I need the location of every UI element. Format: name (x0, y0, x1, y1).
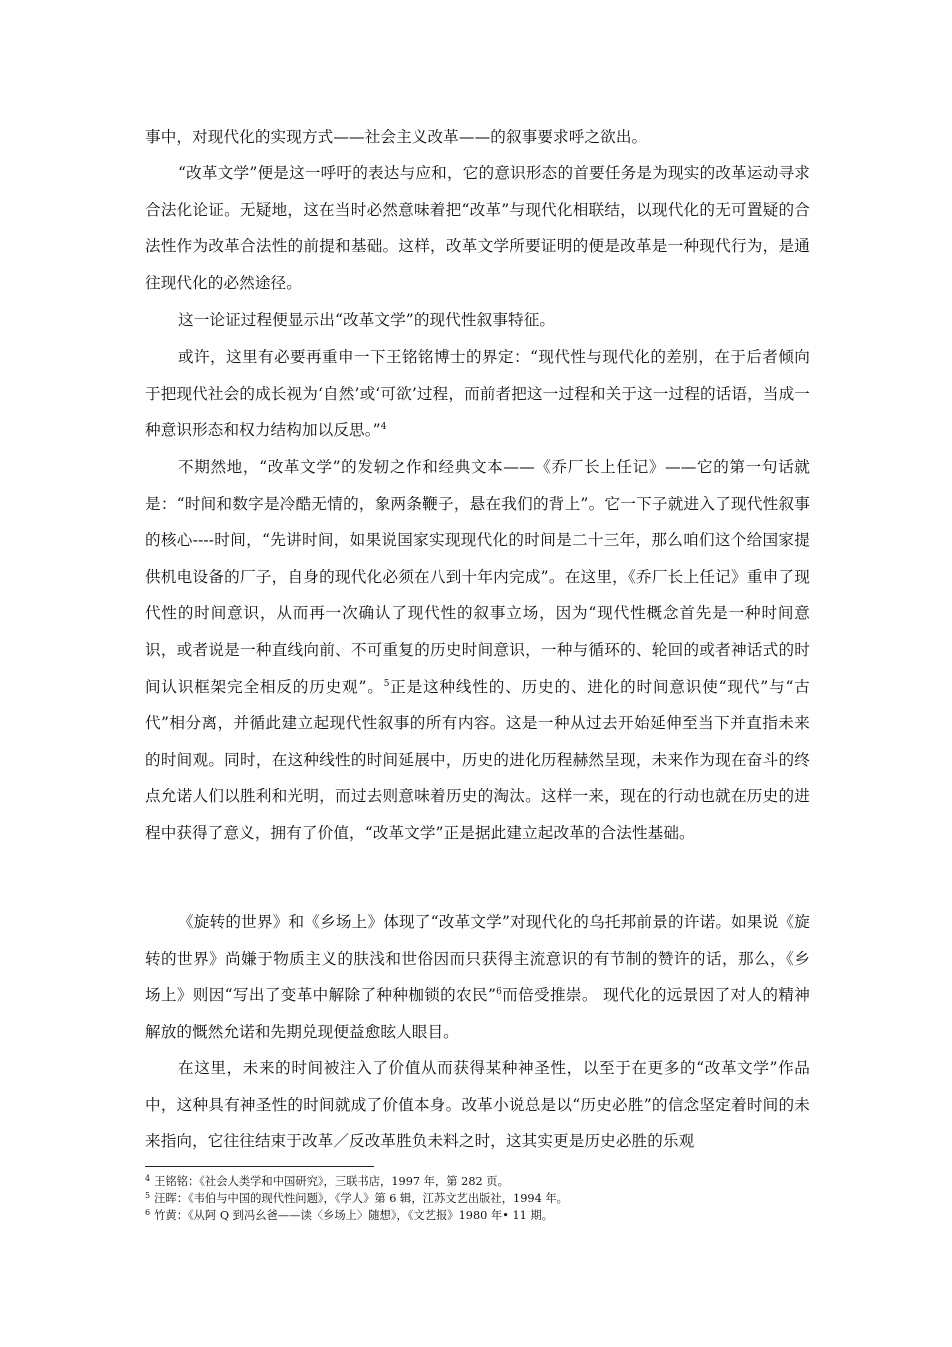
footnote-number: 5 (145, 1191, 151, 1200)
footnote-4 (145, 1173, 509, 1190)
paragraph-text-continued: 正是这种线性的、历史的、进化的时间意识使“现代”与“古代”相分离，并循此建立起现代性叙事的所有内容。这是一种从过去开始延伸至当下并直指未来的时间观。同时，在这种线性的时间延展中，历史的进化历程赫然呈现，未来作为现在奋斗的终点允诺人们以胜利和光明，而过去则意味着历史的淘汰。这样一来，现在的行动也就在历史的进程中获得了意义，拥有了价值，“改革文学”正是据此建立起改革的合法性基础。 (145, 677, 810, 842)
paragraph-text: “改革文学”便是这一呼吁的表达与应和，它的意识形态的首要任务是为现实的改革运动寻求合法化论证。无疑地，这在当时必然意味着把“改革”与现代化相联结，以现代化的无可置疑的合法性作为改革合法性的前提和基础。这样，改革文学所要证明的便是改革是一种现代行为，是通往现代化的必然途径。 (145, 164, 810, 292)
footnote-separator (145, 1166, 374, 1167)
footnote-number: 4 (145, 1174, 151, 1183)
footnote-5 (145, 1190, 568, 1207)
paragraph-1 (145, 119, 810, 156)
paragraph-text: 事中，对现代化的实现方式——社会主义改革——的叙事要求呼之欲出。 (145, 128, 648, 146)
footnote-text: 王铭铭：《社会人类学和中国研究》，三联书店，1997 年，第 282 页。 (154, 1175, 509, 1188)
paragraph-5 (145, 449, 810, 852)
paragraph-7 (145, 1050, 810, 1160)
paragraph-text-continued: 而倍受推崇。 现代化的远景因了对人的精神解放的慨然允诺和先期兑现便益愈眩人眼目。 (145, 986, 810, 1041)
paragraph-text: 或许，这里有必要再重申一下王铭铭博士的界定：“现代性与现代化的差别，在于后者倾向于把现代社会的成长视为‘自然’或‘可欲’过程，而前者把这一过程和关于这一过程的话语，当成一种意识形态和权力结构加以反思。” (145, 348, 810, 440)
footnote-6 (145, 1207, 553, 1224)
footnote-ref-6: 6 (496, 987, 502, 998)
footnote-ref-5: 5 (383, 678, 390, 689)
paragraph-3 (145, 302, 810, 339)
paragraph-text: 这一论证过程便显示出“改革文学”的现代性叙事特征。 (178, 311, 556, 329)
footnote-ref-4: 4 (380, 422, 387, 433)
paragraph-text: 《旋转的世界》和《乡场上》体现了“改革文学”对现代化的乌托邦前景的许诺。如果说《旋转的世界》尚嫌于物质主义的肤浅和世俗因而只获得主流意识的有节制的赞许的话，那么，《乡场上》则因“写出了变革中解除了种种枷锁的农民” (145, 913, 810, 1005)
paragraph-text: 在这里，未来的时间被注入了价值从而获得某种神圣性，以至于在更多的“改革文学”作品中，这种具有神圣性的时间就成了价值本身。改革小说总是以“历史必胜”的信念坚定着时间的未来指向，它往往结束于改革／反改革胜负未料之时，这其实更是历史必胜的乐观 (145, 1059, 810, 1151)
paragraph-4 (145, 339, 810, 449)
footnote-text: 汪晖：《韦伯与中国的现代性问题》，《学人》第 6 辑，江苏文艺出版社，1994 年。 (154, 1192, 568, 1205)
paragraph-2 (145, 155, 810, 301)
paragraph-text: 不期然地，“改革文学”的发轫之作和经典文本——《乔厂长上任记》——它的第一句话就是：“时间和数字是冷酷无情的，象两条鞭子，悬在我们的背上”。它一下子就进入了现代性叙事的核心----时间，“先讲时间，如果说国家实现现代化的时间是二十三年，那么咱们这个给国家提供机电设备的厂子，自身的现代化必须在八到十年内完成”。在这里，《乔厂长上任记》重申了现代性的时间意识，从而再一次确认了现代性的叙事立场，因为“现代性概念首先是一种时间意识，或者说是一种直线向前、不可重复的历史时间意识，一种与循环的、轮回的或者神话式的时间认识框架完全相反的历史观”。 (145, 458, 810, 696)
footnote-text: 竹黄：《从阿 Q 到冯幺爸——读〈乡场上〉随想》，《文艺报》1980 年• 11 期。 (154, 1209, 554, 1222)
paragraph-6 (145, 904, 810, 1050)
footnote-number: 6 (145, 1208, 151, 1217)
